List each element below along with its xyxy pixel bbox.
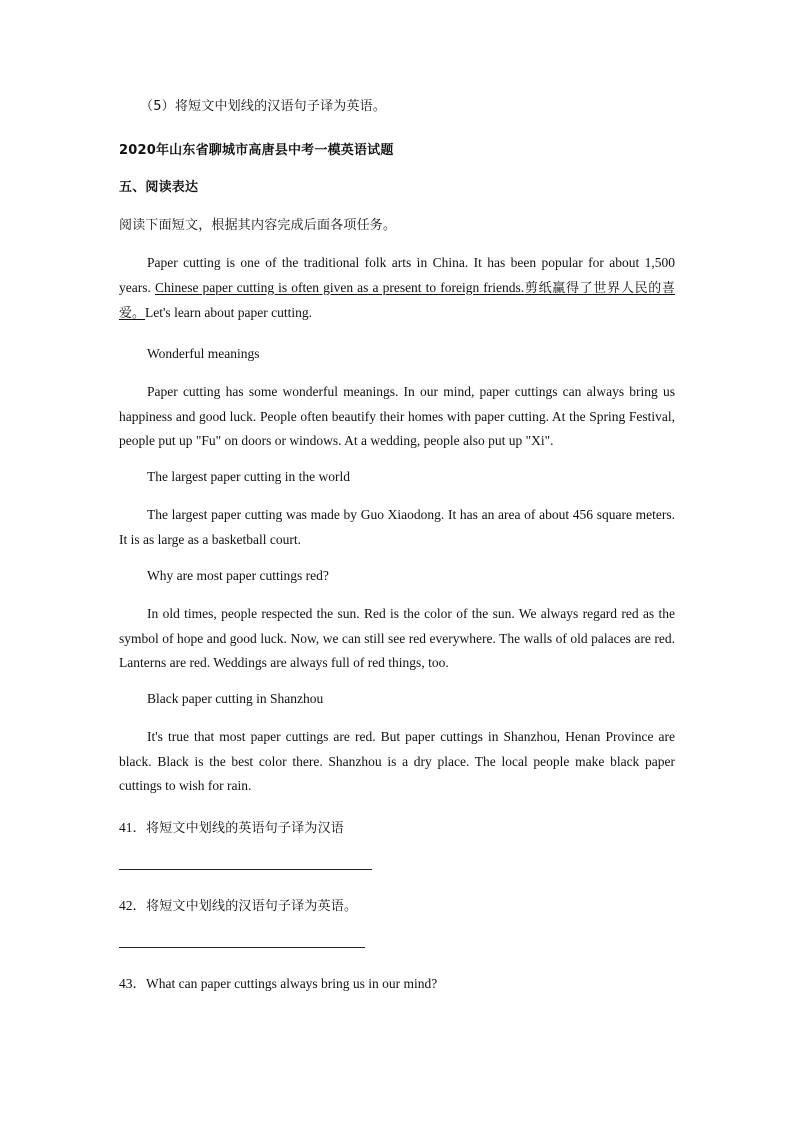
underlined-chinese-sentence: 剪纸赢得了世界人民的喜爱。: [119, 280, 675, 321]
paragraph-red: In old times, people respected the sun. Red is the color of the sun. We always regard red as the symbol of hope and good luck. Now, we can still see red everywhere. The walls of old palaces are red. Lanterns are red. Weddings are always full of red things, too.: [119, 606, 675, 670]
question-42: [119, 894, 675, 914]
answer-line-41[interactable]: [119, 869, 372, 870]
section-title: 五、阅读表达: [119, 180, 199, 195]
question-number: 42．: [119, 898, 146, 913]
question-number: 43．: [119, 976, 146, 991]
heading-shanzhou: Black paper cutting in Shanzhou: [147, 691, 324, 706]
paragraph-meanings: Paper cutting has some wonderful meanings. In our mind, paper cuttings can always bring us happiness and good luck. People often beautify their homes with paper cutting. At the Spring Festival, people put up "Fu" on doors or windows. At a wedding, people also put up "Xi".: [119, 384, 675, 448]
instruction: 阅读下面短文，根据其内容完成后面各项任务。: [119, 218, 397, 233]
heading-largest-cutting: The largest paper cutting in the world: [147, 469, 350, 484]
question-text: 将短文中划线的汉语句子译为英语。: [146, 899, 358, 914]
heading-why-red: Why are most paper cuttings red?: [147, 568, 329, 583]
question-text: What can paper cuttings always bring us in our mind?: [146, 976, 438, 991]
passage-intro: [119, 251, 675, 327]
intro-end: Let's learn about paper cutting.: [145, 305, 313, 320]
paragraph-shanzhou: It's true that most paper cuttings are red. But paper cuttings in Shanzhou, Henan Province are black. Black is the best color there. Shanzhou is a dry place. The local people make black paper cuttings to wish for rain.: [119, 729, 675, 793]
heading-wonderful-meanings: Wonderful meanings: [147, 346, 260, 361]
question-number: 41．: [119, 820, 146, 835]
question-43: [119, 972, 675, 992]
sub-question-5: （5）将短文中划线的汉语句子译为英语。: [140, 99, 387, 114]
question-41: [119, 816, 675, 836]
question-text: 将短文中划线的英语句子译为汉语: [146, 821, 345, 836]
exam-title: 2020年山东省聊城市高唐县中考一模英语试题: [119, 143, 394, 158]
underlined-english-sentence: Chinese paper cutting is often given as a present to foreign friends.: [154, 279, 525, 295]
intro-start: Paper cutting is one of the traditional folk arts in China. It has been popular for about 1,500 years.: [119, 255, 675, 295]
paragraph-largest: The largest paper cutting was made by Guo Xiaodong. It has an area of about 456 square meters. It is as large as a basketball court.: [119, 507, 675, 547]
answer-line-42[interactable]: [119, 947, 365, 948]
